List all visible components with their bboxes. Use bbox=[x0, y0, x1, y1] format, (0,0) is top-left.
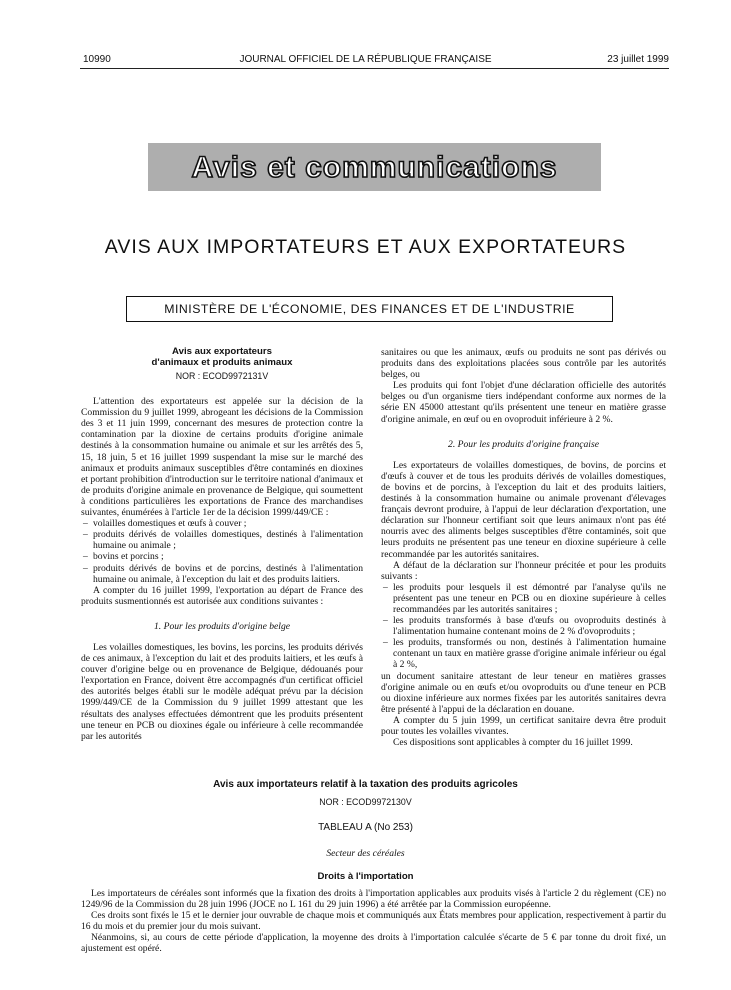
issue-date: 23 juillet 1999 bbox=[607, 54, 669, 65]
notice2-paragraph-2: Ces droits sont fixés le 15 et le dernier jour ouvrable de chaque mois et communiqués aux États membres pour application, respectivement à partir du 16 du mois et du premier jour du mois suivant. bbox=[81, 910, 666, 933]
list-item: – volailles domestiques et œufs à couver ; bbox=[81, 518, 363, 529]
list-item: – les produits transformés à base d'œufs ou ovoproduits destinés à l'alimentation humaine contenant moins de 2 % d'ovoproduits ; bbox=[381, 615, 666, 637]
notice1-paragraph-2: A compter du 16 juillet 1999, l'exportation au départ de France des produits susmentionnés est autorisée aux conditions suivantes : bbox=[81, 584, 363, 607]
notice1-paragraph-10: Ces dispositions sont applicables à compter du 16 juillet 1999. bbox=[393, 737, 633, 749]
notice1-paragraph-1: L'attention des exportateurs est appelée sur la décision de la Commission du 9 juillet 1999, abrogeant les décisions de la Commission des 3 et 11 juin 1999, concernant des mesures de protection contre la contamination par la dioxine de certains produits d'origine animale destinés à la consommation humaine ou animale et sur les arrêtés des 5, 15, 18 juin, 5 et 16 juillet 1999 suspendant la mise sur le marché des animaux et produits animaux susceptibles d'être contaminés en dioxines et portant prohibition d'introduction sur le territoire national d'animaux et de produits d'origine animale en provenance de Belgique, qui soumettent à conditions particulières les exportations de France des marchandises suivantes, énumérées à l'article 1er de la décision 1999/449/CE : bbox=[81, 396, 363, 519]
notice1-paragraph-7: A défaut de la déclaration sur l'honneur précitée et pour les produits suivants : bbox=[381, 559, 666, 582]
sector-heading: Secteur des céréales bbox=[326, 848, 405, 859]
notice1-paragraph-8: un document sanitaire attestant de leur teneur en matières grasses d'origine animale ou en œufs et/ou ovoproduits ou d'une teneur en PCB ou dioxine inférieure aux normes fixées par les autorités sanitaires devra être présenté à l'appui de la déclaration en douane. bbox=[381, 670, 666, 715]
notice2-nor: NOR : ECOD9972130V bbox=[319, 797, 412, 807]
ministry-name: MINISTÈRE DE L'ÉCONOMIE, DES FINANCES ET DE L'INDUSTRIE bbox=[164, 302, 575, 316]
left-column bbox=[81, 347, 363, 742]
notice2-paragraph-1: Les importateurs de céréales sont informés que la fixation des droits à l'importation applicables aux produits visés à l'article 2 du règlement (CE) no 1249/96 de la Commission du 28 juin 1996 (JOCE no L 161 du 29 juin 1996) a été arrêtée par la Commission européenne. bbox=[81, 888, 666, 911]
header-rule bbox=[80, 68, 669, 69]
notice2-paragraph-3: Néanmoins, si, au cours de cette période d'application, la moyenne des droits à l'importation calculée s'écarte de 5 € par tonne du droit fixé, un ajustement est opéré. bbox=[81, 932, 666, 955]
duties-heading: Droits à l'importation bbox=[317, 871, 414, 882]
notice2-body bbox=[81, 888, 666, 955]
notice1-paragraph-6: Les exportateurs de volailles domestiques, de bovins, de porcins et d'œufs à couver et de tous les produits dérivés de volailles domestiques, de bovins et de porcins, à l'exception du lait et des produits laitiers, destinés à la consommation humaine ou animale provenant d'élevages français devront produire, à l'appui de leur déclaration d'exportation, une déclaration sur l'honneur certifiant soit que leurs animaux n'ont pas été nourris avec des aliments belges susceptibles d'être contaminés, soit que leurs produits ne présentent pas une teneur en dioxine supérieure à celle recommandée par les autorités sanitaires. bbox=[381, 459, 666, 560]
ministry-box bbox=[126, 296, 613, 322]
list-item: – produits dérivés de bovins et de porcins, destinés à l'alimentation humaine ou animale, à l'exception du lait et des produits laitiers. bbox=[81, 563, 363, 585]
subheading-belgian-products: 1. Pour les produits d'origine belge bbox=[154, 620, 290, 632]
subheading-french-products: 2. Pour les produits d'origine française bbox=[448, 438, 599, 450]
section-title: AVIS AUX IMPORTATEURS ET AUX EXPORTATEURS bbox=[104, 236, 627, 258]
product-list bbox=[81, 518, 363, 585]
list-item: – bovins et porcins ; bbox=[81, 551, 363, 562]
notice1-title-line2: d'animaux et produits animaux bbox=[151, 356, 293, 368]
notice1-paragraph-5: Les produits qui font l'objet d'une déclaration officielle des autorités belges ou d'un organisme tiers indépendant conforme aux normes de la série EN 45000 attestant qu'ils présentent une teneur en matière grasse d'origine animale, en œuf ou en ovoproduit inférieure à 2 %. bbox=[381, 380, 666, 425]
condition-list bbox=[381, 582, 666, 671]
page-number: 10990 bbox=[83, 54, 111, 65]
right-column bbox=[381, 347, 666, 748]
notice1-paragraph-3: Les volailles domestiques, les bovins, les porcins, les produits dérivés de ces animaux, à l'exception du lait et des produits laitiers, et les œufs à couver d'origine belge ou en provenance de Belgique, dédouanés pour l'exportation en France, doivent être accompagnés d'un certificat officiel des autorités belges établi sur le modèle adéquat prévu par la décision 1999/449/CE de la Commission du 9 juillet 1999 attestant que les résultats des analyses effectuées démontrent que les produits présentent une teneur en PCB ou dioxines égale ou inférieure à celle recommandée par les autorités bbox=[81, 641, 363, 742]
notice1-paragraph-4: sanitaires ou que les animaux, œufs ou produits ne sont pas dérivés ou produits dans des exploitations placées sous contrôle par les autorités belges, ou bbox=[381, 347, 666, 381]
notice1-paragraph-9: A compter du 5 juin 1999, un certificat sanitaire devra être produit pour toutes les volailles vivantes. bbox=[381, 714, 666, 737]
notice1-nor: NOR : ECOD9972131V bbox=[175, 371, 269, 381]
journal-title: JOURNAL OFFICIEL DE LA RÉPUBLIQUE FRANÇAISE bbox=[239, 54, 492, 65]
table-title: TABLEAU A (No 253) bbox=[318, 822, 413, 833]
notice2-title: Avis aux importateurs relatif à la taxation des produits agricoles bbox=[213, 779, 518, 790]
list-item: – les produits, transformés ou non, destinés à l'alimentation humaine contenant un taux en matière grasse d'origine animale inférieur ou égal à 2 %, bbox=[381, 637, 666, 670]
banner-title: Avis et communications bbox=[191, 151, 558, 184]
list-item: – produits dérivés de volailles domestiques, destinés à l'alimentation humaine ou animale ; bbox=[81, 529, 363, 551]
notice1-title-line1: Avis aux exportateurs bbox=[172, 346, 272, 357]
list-item: – les produits pour lesquels il est démontré par l'analyse qu'ils ne présentent pas une teneur en PCB ou en dioxine supérieure à celles recommandées par les autorités sanitaires ; bbox=[381, 582, 666, 615]
